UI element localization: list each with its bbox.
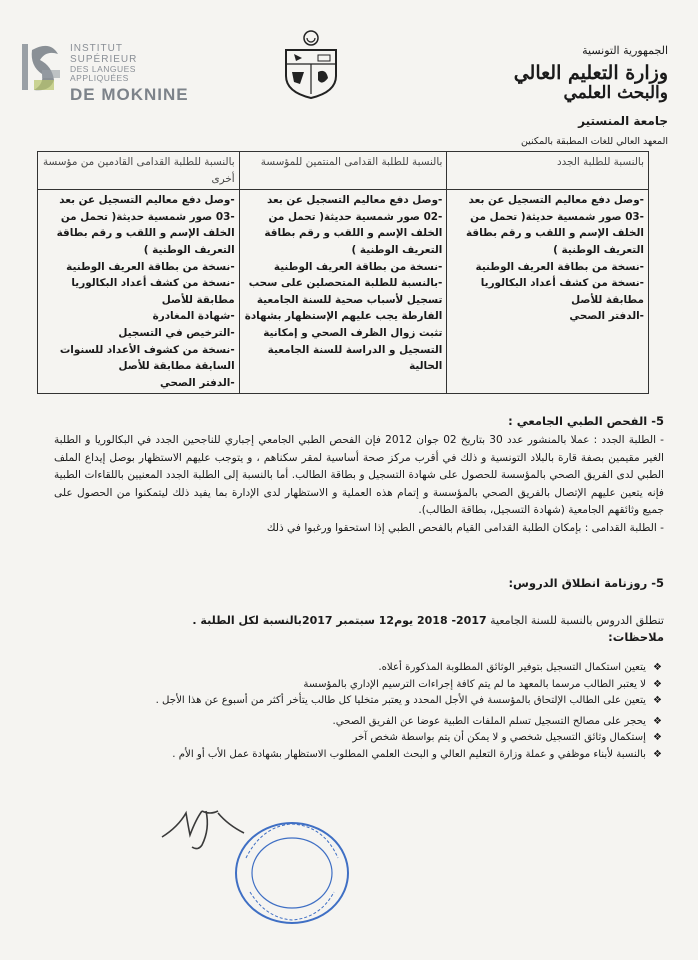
institute-name-ar: المعهد العالي للغات المطبقة بالمكنين — [520, 136, 668, 147]
col-new-students — [447, 190, 649, 394]
list-item: -نسخة من كشوف الأعداد للسنوات السابقة مطابقة للأصل — [59, 343, 235, 373]
notes-list — [52, 660, 662, 764]
col-transfer-students — [38, 190, 240, 394]
list-item: -الترخيص في التسجيل — [118, 326, 235, 339]
list-item: -02 صور شمسية حديثة( تحمل من الخلف الإسم و اللقب و رقم بطاقة التعريف الوطنية ) — [264, 210, 443, 256]
list-item: -الدفتر الصحي — [160, 376, 235, 389]
ministry-name-line1: وزارة التعليم العالي — [513, 62, 668, 84]
header-returning-students: بالنسبة للطلبة القدامى المنتمين للمؤسسة — [239, 152, 447, 190]
institute-name-line2: DES LANGUES APPLIQUÉES — [70, 64, 136, 83]
list-item: -نسخة من كشف أعداد البكالوريا مطابقة للأصل — [480, 277, 644, 306]
list-item: ❖ يحجر على مصالح التسجيل تسلم الملفات الطبية عوضا عن الفريق الصحي. — [52, 714, 662, 731]
schedule-section-title: 5- روزنامة انطلاق الدروس: — [508, 576, 664, 590]
medical-new-students-text: - الطلبة الجدد : عملا بالمنشور عدد 30 بتاريخ 02 جوان 2012 فإن الفحص الطبي الجامعي إجباري للناجحين الجدد في البكالوريا و الطلبة الغير مقيمين بصفة قارة بالبلاد التونسية و ذلك في أقرب مركز صحة أساسية لمقر سكناهم ، و يتوجب عليهم الاستظهار بوصل إيداع الملف الطبي لدى الفريق الصحي بالمؤسسة للحصول على شهادة التسجيل و بطاقة الطالب. أما بالنسبة إلى الطلبة الجدد المعنيين باللقاءات الطبية فإنه يتعين عليهم الإتصال بالفريق الصحي بالمؤسسة و إتمام هذه العملية و الاستظهار لدى الإدارة بما يفيد ذلك ليتمكنوا من الحصول على جميع وثائقهم الجامعية (شهادة التسجيل، بطاقة الطالب). — [54, 434, 665, 516]
bullet-diamond-icon: ❖ — [653, 715, 662, 727]
table-row — [38, 190, 649, 394]
list-item: -نسخة من كشف أعداد البكالوريا مطابقة للأصل — [71, 277, 235, 306]
list-item: ❖ بالنسبة لأبناء موظفي و عملة وزارة التعليم العالي و البحث العلمي المطلوب الاستظهار بشهادة عمل الأب أو الأم . — [52, 747, 662, 764]
schedule-text-b: 2017- 2018 يوم12 سبتمبر 2017بالنسبة لكل الطلبة . — [192, 614, 487, 627]
schedule-section — [54, 576, 664, 644]
medical-returning-students-text: - الطلبة القدامى : بإمكان الطلبة القدامى القيام بالفحص الطبي إذا استحقوا ورغبوا في ذلك — [266, 521, 664, 534]
institute-name-line3: DE MOKNINE — [70, 84, 189, 104]
list-item: -وصل دفع معاليم التسجيل عن بعد — [59, 194, 235, 207]
list-item: -نسخة من بطاقة العريف الوطنية — [66, 260, 235, 273]
ministry-name-line2: والبحث العلمي — [563, 82, 668, 103]
medical-section-title: 5- الفحص الطبي الجامعي : — [508, 414, 664, 428]
institute-logo-block — [20, 40, 190, 104]
institute-name-line1: INSTITUT SUPÉRIEUR — [70, 43, 138, 65]
required-documents-table — [37, 151, 649, 394]
list-item: ❖ يتعين استكمال التسجيل بتوفير الوثائق المطلوبة المذكورة أعلاه. — [52, 660, 662, 677]
list-item: -الدفتر الصحي — [569, 310, 644, 323]
official-stamp-icon — [232, 818, 352, 928]
header-new-students: بالنسبة للطلبة الجدد — [447, 152, 649, 190]
bullet-diamond-icon: ❖ — [653, 695, 662, 707]
bullet-diamond-icon: ❖ — [653, 732, 662, 744]
university-name: جامعة المنستير — [578, 114, 668, 128]
table-header-row — [38, 152, 649, 190]
list-item: -نسخة من بطاقة العريف الوطنية — [475, 260, 644, 273]
list-item: ❖ لا يعتبر الطالب مرسما بالمعهد ما لم يتم كافة إجراءات الترسيم الإداري بالمؤسسة — [52, 677, 662, 694]
list-item: -شهادة المغادرة — [152, 310, 235, 323]
col-returning-students — [239, 190, 447, 394]
list-item: -وصل دفع معاليم التسجيل عن بعد — [468, 194, 644, 207]
list-item: ❖ إستكمال وثائق التسجيل شخصي و لا يمكن أن يتم بواسطة شخص آخر — [52, 730, 662, 747]
isl-logo-icon — [20, 40, 64, 96]
list-item: -03 صور شمسية حديثة( تحمل من الخلف الإسم و اللقب و رقم بطاقة التعريف الوطنية ) — [465, 210, 644, 256]
ministry-header — [458, 44, 668, 103]
notes-title: ملاحظات: — [608, 629, 664, 644]
medical-section — [54, 414, 664, 537]
tunisia-coat-of-arms-icon — [280, 28, 342, 100]
list-item: -بالنسبة للطلبة المتحصلين على سحب تسجيل لأسباب صحية للسنة الجامعية الفارطة يجب عليهم الإستظهار بشهادة تثبت زوال الظرف الصحي و إمكانية التسجيل و الدراسة للسنة الجامعية الحالية — [244, 277, 443, 373]
header-transfer-students: بالنسبة للطلبة القدامى القادمين من مؤسسة أخرى — [38, 152, 240, 190]
bullet-diamond-icon: ❖ — [653, 678, 662, 690]
bullet-diamond-icon: ❖ — [653, 748, 662, 760]
republic-name: الجمهورية التونسية — [582, 44, 668, 57]
list-item: -وصل دفع معاليم التسجيل عن بعد — [266, 194, 443, 207]
list-item: -03 صور شمسية حديثة( تحمل من الخلف الإسم و اللقب و رقم بطاقة التعريف الوطنية ) — [56, 210, 235, 256]
bullet-diamond-icon: ❖ — [653, 662, 662, 673]
schedule-text-a: تنطلق الدروس بالنسبة للسنة الجامعية — [486, 614, 664, 627]
list-item: ❖ يتعين على الطالب الإلتحاق بالمؤسسة في الأجل المحدد و يعتبر متخليا كل طالب يتأخر أكثر من أسبوع عن هذا الأجل . — [52, 693, 662, 710]
list-item: -نسخة من بطاقة العريف الوطنية — [273, 260, 443, 273]
